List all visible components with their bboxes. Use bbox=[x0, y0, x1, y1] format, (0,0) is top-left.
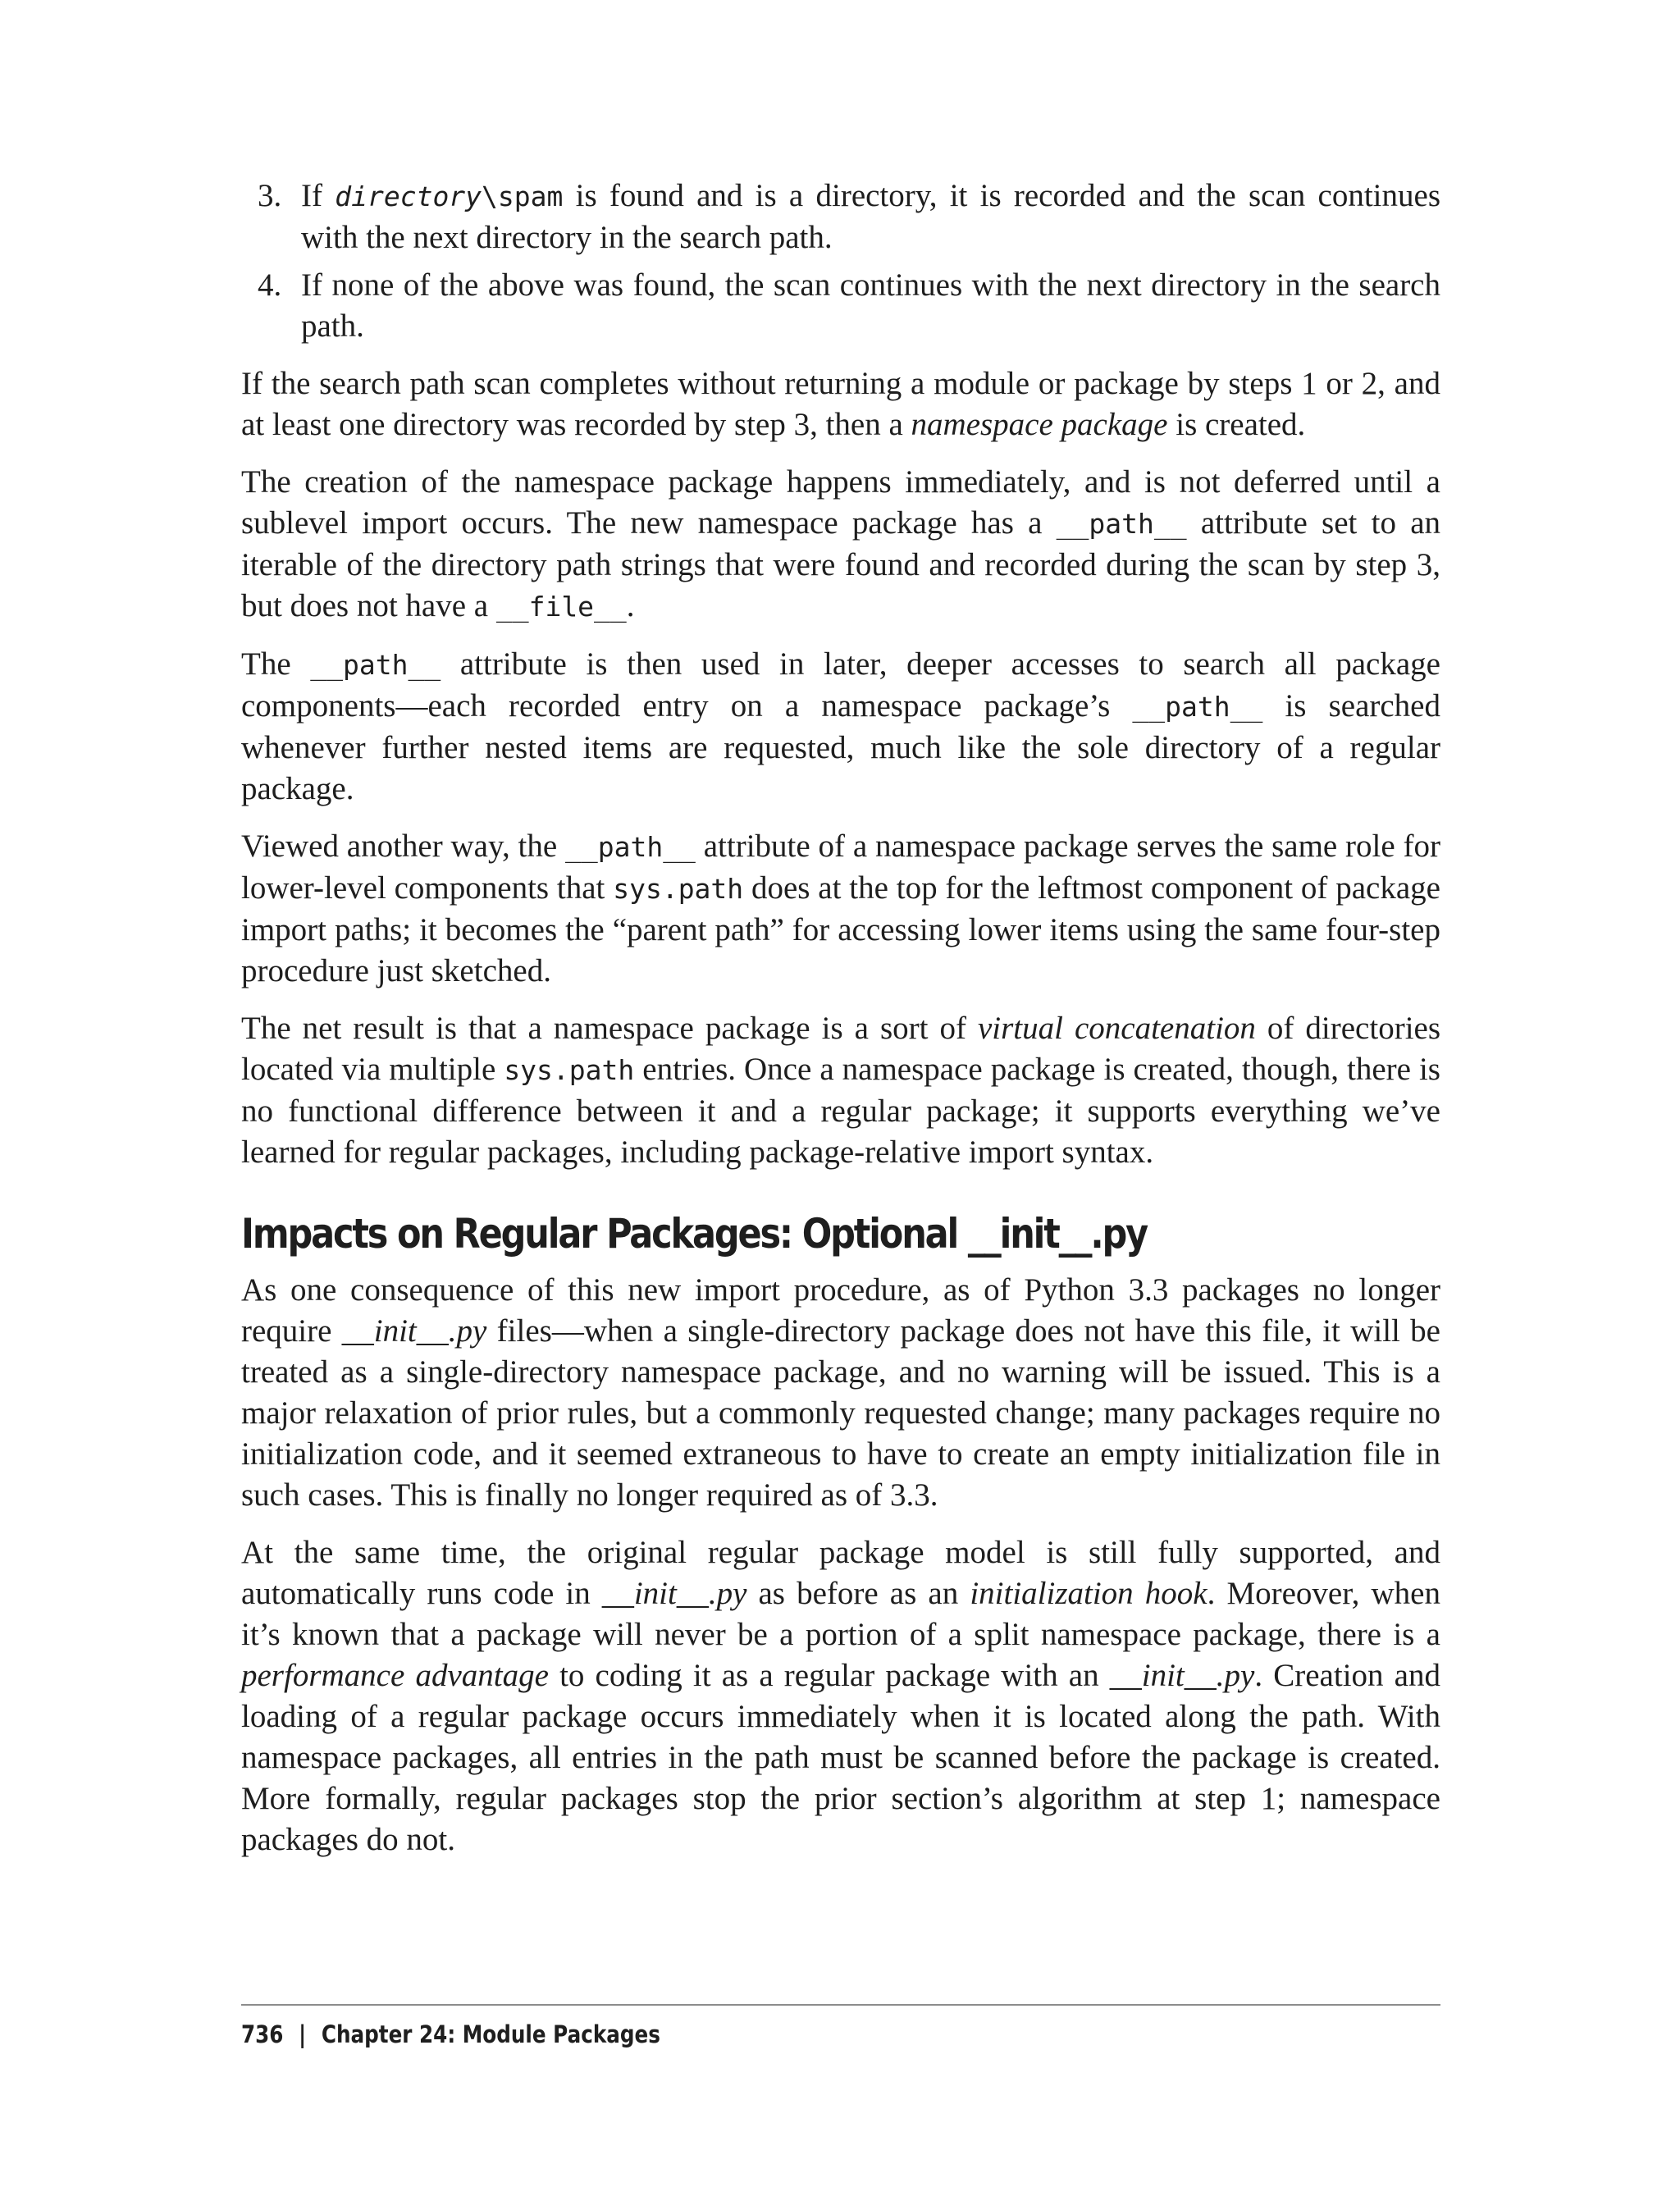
paragraph-parent-path: Viewed another way, the __path__ attribute of a namespace package serves the same role for lower-level components that sys.path does at the top for the leftmost component of package import paths; it becomes the “parent path” for accessing lower items using the same four-step procedure just sketched. bbox=[241, 829, 1440, 988]
code-sys-path: sys.path bbox=[613, 873, 744, 905]
code-sys-path: sys.path bbox=[504, 1054, 635, 1086]
code-path: __path__ bbox=[1132, 691, 1263, 723]
paragraph-path-attribute: The __path__ attribute is then used in later, deeper accesses to search all package components—each recorded entry on a namespace package’s __path__ is searched whenever further nested items are requested, much like the sole directory of a regular package. bbox=[241, 646, 1440, 806]
section-heading: Impacts on Regular Packages: Optional __init__.py bbox=[241, 1210, 1148, 1258]
list-item-number: 3. bbox=[258, 178, 282, 213]
paragraph-creation-immediate: The creation of the namespace package happens immediately, and is not deferred until a sublevel import occurs. The new namespace package has a __path__ attribute set to an iterable of the directory path strings that were found and recorded during the scan by step 3, but does not have a __file__. bbox=[241, 464, 1441, 623]
code-path: __path__ bbox=[1056, 508, 1187, 540]
paragraph-net-result: The net result is that a namespace package is a sort of virtual concatenation of directories located via multiple sys.path entries. Once a namespace package is created, though, there is no functional difference between it and a regular package; it supports everything we’ve learned for regular packages, including package-relative import syntax. bbox=[241, 1011, 1441, 1170]
search-steps-list bbox=[241, 176, 1440, 347]
chapter-title: Chapter 24: Module Packages bbox=[321, 2020, 660, 2048]
paragraph-optional-init: As one consequence of this new import procedure, as of Python 3.3 packages no longer require __init__.py files—when a single-directory package does not have this file, it will be treated as a single-directory namespace package, and no warning will be issued. This is a major relaxation of prior rules, but a commonly requested change; many packages require no initialization code, and it seemed extraneous to have to create an empty initialization file in such cases. This is finally no longer required as of 3.3. bbox=[241, 1272, 1440, 1513]
list-item-number: 4. bbox=[258, 267, 282, 303]
footer-separator: | bbox=[299, 2020, 307, 2048]
code-path: __path__ bbox=[310, 649, 441, 681]
footer-divider bbox=[241, 2004, 1440, 2006]
page-body bbox=[241, 176, 1440, 1877]
code-directory: directory bbox=[335, 180, 482, 212]
page-number: 736 bbox=[241, 2020, 284, 2048]
code-spam: \spam bbox=[482, 180, 564, 212]
code-path: __path__ bbox=[564, 831, 696, 863]
page-footer bbox=[241, 2018, 660, 2051]
list-item-step-3: 3. If directory\spam is found and is a directory, it is recorded and the scan continues with the next directory in the search path. bbox=[241, 176, 1440, 258]
paragraph-performance-advantage: At the same time, the original regular package model is still fully supported, and automatically runs code in __init__.py as before as an initialization hook. Moreover, when it’s known that a package will never be a portion of a split namespace package, there is a performance advantage to coding it as a regular package with an __init__.py. Creation and loading of a regular package occurs immediately when it is located along the path. With namespace packages, all entries in the path must be scanned before the package is created. More formally, regular packages stop the prior section’s algorithm at step 1; namespace packages do not. bbox=[241, 1535, 1440, 1857]
code-file: __file__ bbox=[495, 591, 627, 623]
list-item-step-4: 4. If none of the above was found, the scan continues with the next directory in the search path. bbox=[241, 265, 1440, 347]
paragraph-namespace-created: If the search path scan completes without returning a module or package by steps 1 or 2, and at least one directory was recorded by step 3, then a namespace package is created. bbox=[241, 366, 1440, 442]
